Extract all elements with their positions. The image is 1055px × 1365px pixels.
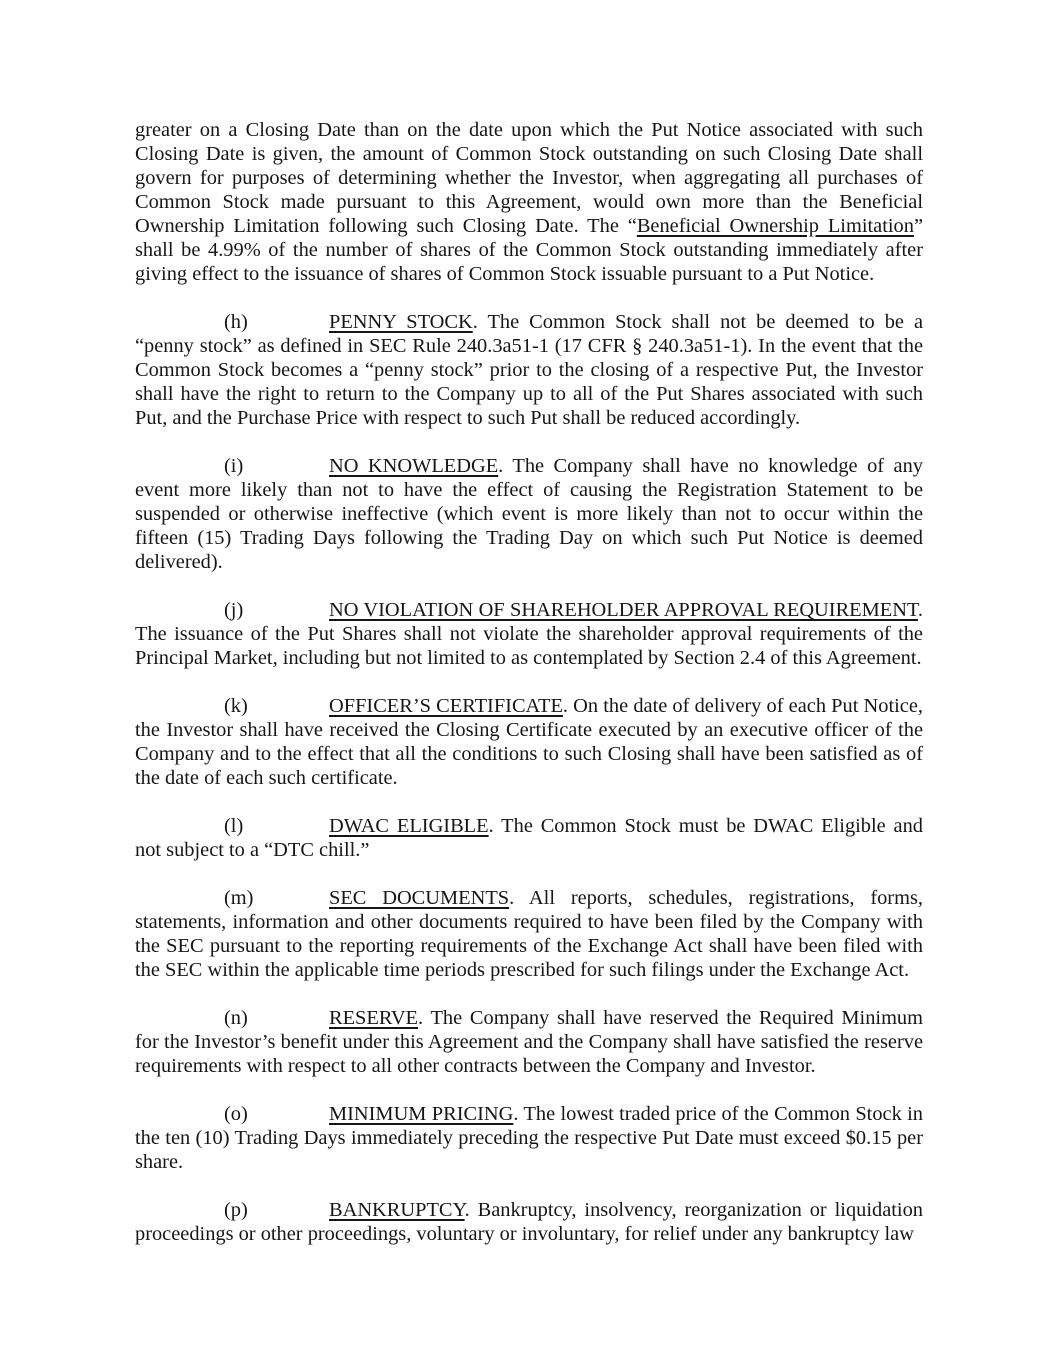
paragraph-letter: (n) — [224, 1007, 248, 1029]
paragraph-text: . On the date of delivery of each Put Notice, the Investor shall have received the Closing Certificate executed by an executive officer of the Company and to the effect that all the conditions to such Closing shall have been satisfied as of the date of each such certificate. — [135, 695, 923, 789]
paragraph-continuation — [135, 118, 923, 286]
section-heading: BANKRUPTCY — [329, 1199, 465, 1221]
paragraph-k-officers-certificate — [135, 694, 923, 790]
paragraph-text: . The Common Stock must be DWAC Eligible and not subject to a “DTC chill.” — [135, 815, 923, 861]
paragraph-text: . All reports, schedules, registrations, forms, statements, information and other documents required to have been filed by the Company with the SEC pursuant to the reporting requirements of the Exchange Act shall have been filed with the SEC within the applicable time periods prescribed for such filings under the Exchange Act. — [135, 887, 923, 981]
section-heading: PENNY STOCK — [329, 311, 473, 333]
paragraph-text: . Bankruptcy, insolvency, reorganization or liquidation proceedings or other proceedings, voluntary or involuntary, for relief under any bankruptcy law — [135, 1199, 923, 1245]
paragraph-text: greater on a Closing Date than on the date upon which the Put Notice associated with such Closing Date is given, the amount of Common Stock outstanding on such Closing Date shall govern for purposes of determining whether the Investor, when aggregating all purchases of Common Stock made pursuant to this Agreement, would own more than the Beneficial Ownership Limitation following such Closing Date. The “ — [135, 119, 923, 237]
paragraph-text: . The issuance of the Put Shares shall not violate the shareholder approval requirements of the Principal Market, including but not limited to as contemplated by Section 2.4 of this Agreement. — [135, 599, 923, 669]
paragraph-p-bankruptcy — [135, 1198, 923, 1246]
paragraph-letter: (p) — [224, 1199, 248, 1221]
section-heading: NO VIOLATION OF SHAREHOLDER APPROVAL REQUIREMENT — [329, 599, 918, 621]
section-heading: MINIMUM PRICING — [329, 1103, 514, 1125]
defined-term-beneficial-ownership-limitation: Beneficial Ownership Limitation — [636, 215, 914, 237]
paragraph-i-no-knowledge — [135, 454, 923, 574]
paragraph-text: . The lowest traded price of the Common Stock in the ten (10) Trading Days immediately preceding the respective Put Date must exceed $0.15 per share. — [135, 1103, 924, 1173]
paragraph-letter: (h) — [224, 311, 248, 333]
paragraph-letter: (o) — [224, 1103, 248, 1125]
section-heading: NO KNOWLEDGE — [329, 455, 499, 477]
paragraph-text: . The Common Stock shall not be deemed to be a “penny stock” as defined in SEC Rule 240.3a51-1 (17 CFR § 240.3a51-1). In the event that the Common Stock becomes a “penny stock” prior to the closing of a respective Put, the Investor shall have the right to return to the Company up to all of the Put Shares associated with such Put, and the Purchase Price with respect to such Put shall be reduced accordingly. — [135, 311, 923, 429]
paragraph-l-dwac-eligible — [135, 814, 923, 862]
paragraph-letter: (k) — [224, 695, 248, 717]
paragraph-m-sec-documents — [135, 886, 923, 982]
section-heading: DWAC ELIGIBLE — [329, 815, 489, 837]
paragraph-h-penny-stock — [135, 310, 923, 430]
section-heading: SEC DOCUMENTS — [329, 887, 510, 909]
paragraph-letter: (l) — [224, 815, 244, 837]
section-heading: RESERVE — [329, 1007, 418, 1029]
paragraph-letter: (m) — [224, 887, 254, 909]
paragraph-text: . The Company shall have reserved the Required Minimum for the Investor’s benefit under this Agreement and the Company shall have satisfied the reserve requirements with respect to all other contracts between the Company and Investor. — [135, 1007, 923, 1077]
paragraph-o-minimum-pricing — [135, 1102, 923, 1174]
paragraph-text: ” shall be 4.99% of the number of shares of the Common Stock outstanding immediately after giving effect to the issuance of shares of Common Stock issuable pursuant to a Put Notice. — [135, 215, 923, 285]
paragraph-letter: (j) — [224, 599, 244, 621]
paragraph-text: . The Company shall have no knowledge of any event more likely than not to have the effect of causing the Registration Statement to be suspended or otherwise ineffective (which event is more likely than not to occur within the fifteen (15) Trading Days following the Trading Day on which such Put Notice is deemed delivered). — [135, 455, 923, 573]
paragraph-n-reserve — [135, 1006, 923, 1078]
paragraph-j-no-violation — [135, 598, 923, 670]
section-heading: OFFICER’S CERTIFICATE — [329, 695, 563, 717]
paragraph-letter: (i) — [224, 455, 244, 477]
